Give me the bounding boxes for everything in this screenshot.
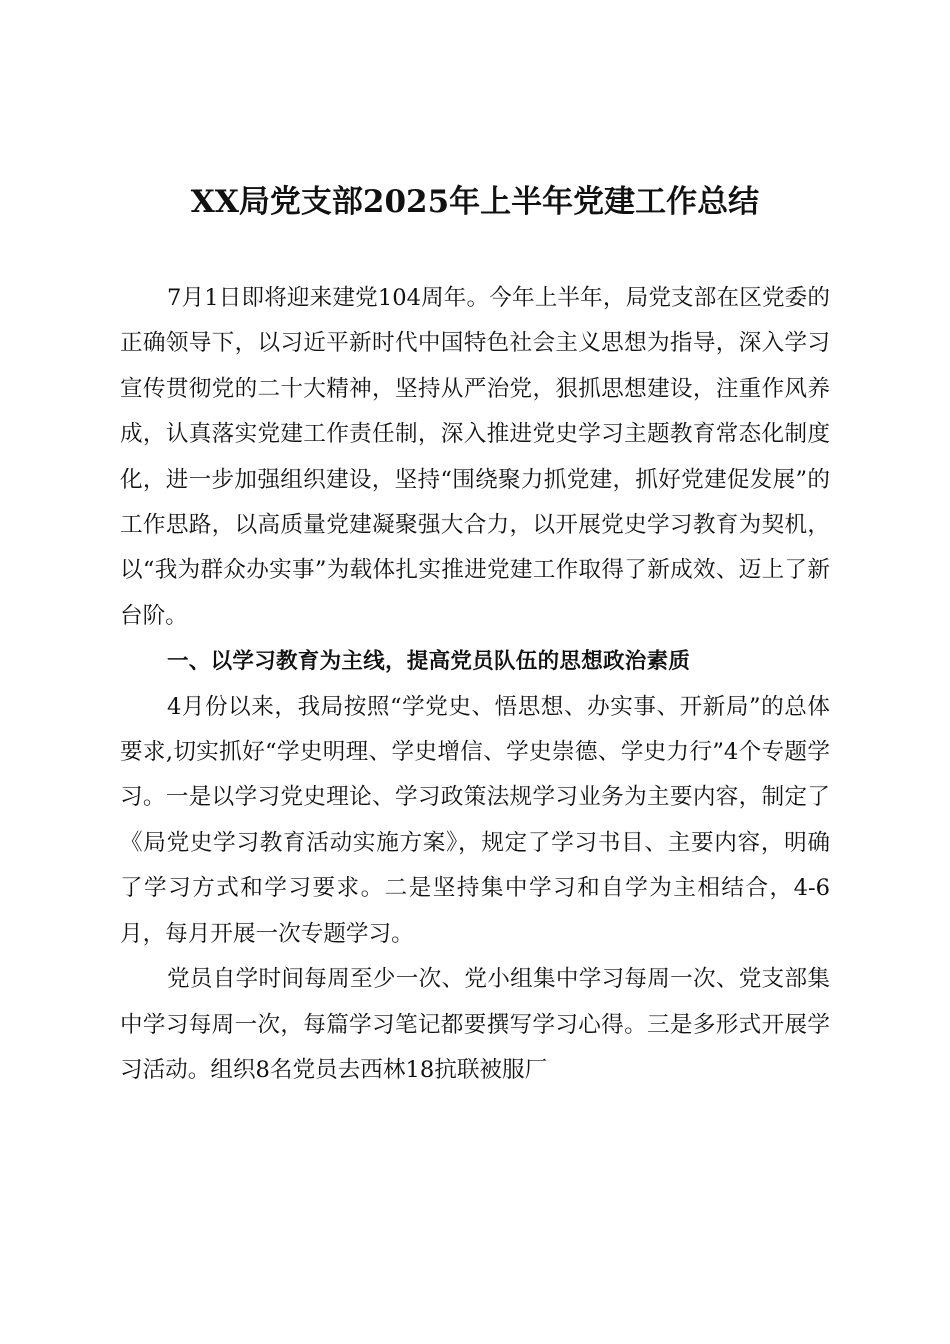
paragraph-study-plan: 4月份以来，我局按照“学党史、悟思想、办实事、开新局”的总体要求,切实抓好“学史明理、学史增信、学史崇德、学史力行”4个专题学习。一是以学习党史理论、学习政策法规学习业务为主要内容，制定了《局党史学习教育活动实施方案》，规定了学习书目、主要内容，明确了学习方式和学习要求。二是坚持集中学习和自学为主相结合，4-6月，每月开展一次专题学习。 [120,693,830,947]
paragraph-intro: 7月1日即将迎来建党104周年。今年上半年，局党支部在区党委的正确领导下，以习近平新时代中国特色社会主义思想为指导，深入学习宣传贯彻党的二十大精神，坚持从严治党，狠抓思想建设，注重作风养成，认真落实党建工作责任制，深入推进党史学习主题教育常态化制度化，进一步加强组织建设，坚持“围绕聚力抓党建，抓好党建促发展”的工作思路，以高质量党建凝聚强大合力，以开展党史学习教育为契机，以“我为群众办实事”为载体扎实推进党建工作取得了新成效、迈上了新台阶。 [120,285,830,629]
document-title: XX局党支部2025年上半年党建工作总结 [190,184,760,220]
document-body [120,276,830,1093]
paragraph-self-study: 党员自学时间每周至少一次、党小组集中学习每周一次、党支部集中学习每周一次，每篇学习笔记都要撰写学习心得。三是多形式开展学习活动。组织8名党员去西林18抗联被服厂 [120,966,830,1083]
section-heading-1: 一、以学习教育为主线，提高党员队伍的思想政治素质 [167,649,691,675]
